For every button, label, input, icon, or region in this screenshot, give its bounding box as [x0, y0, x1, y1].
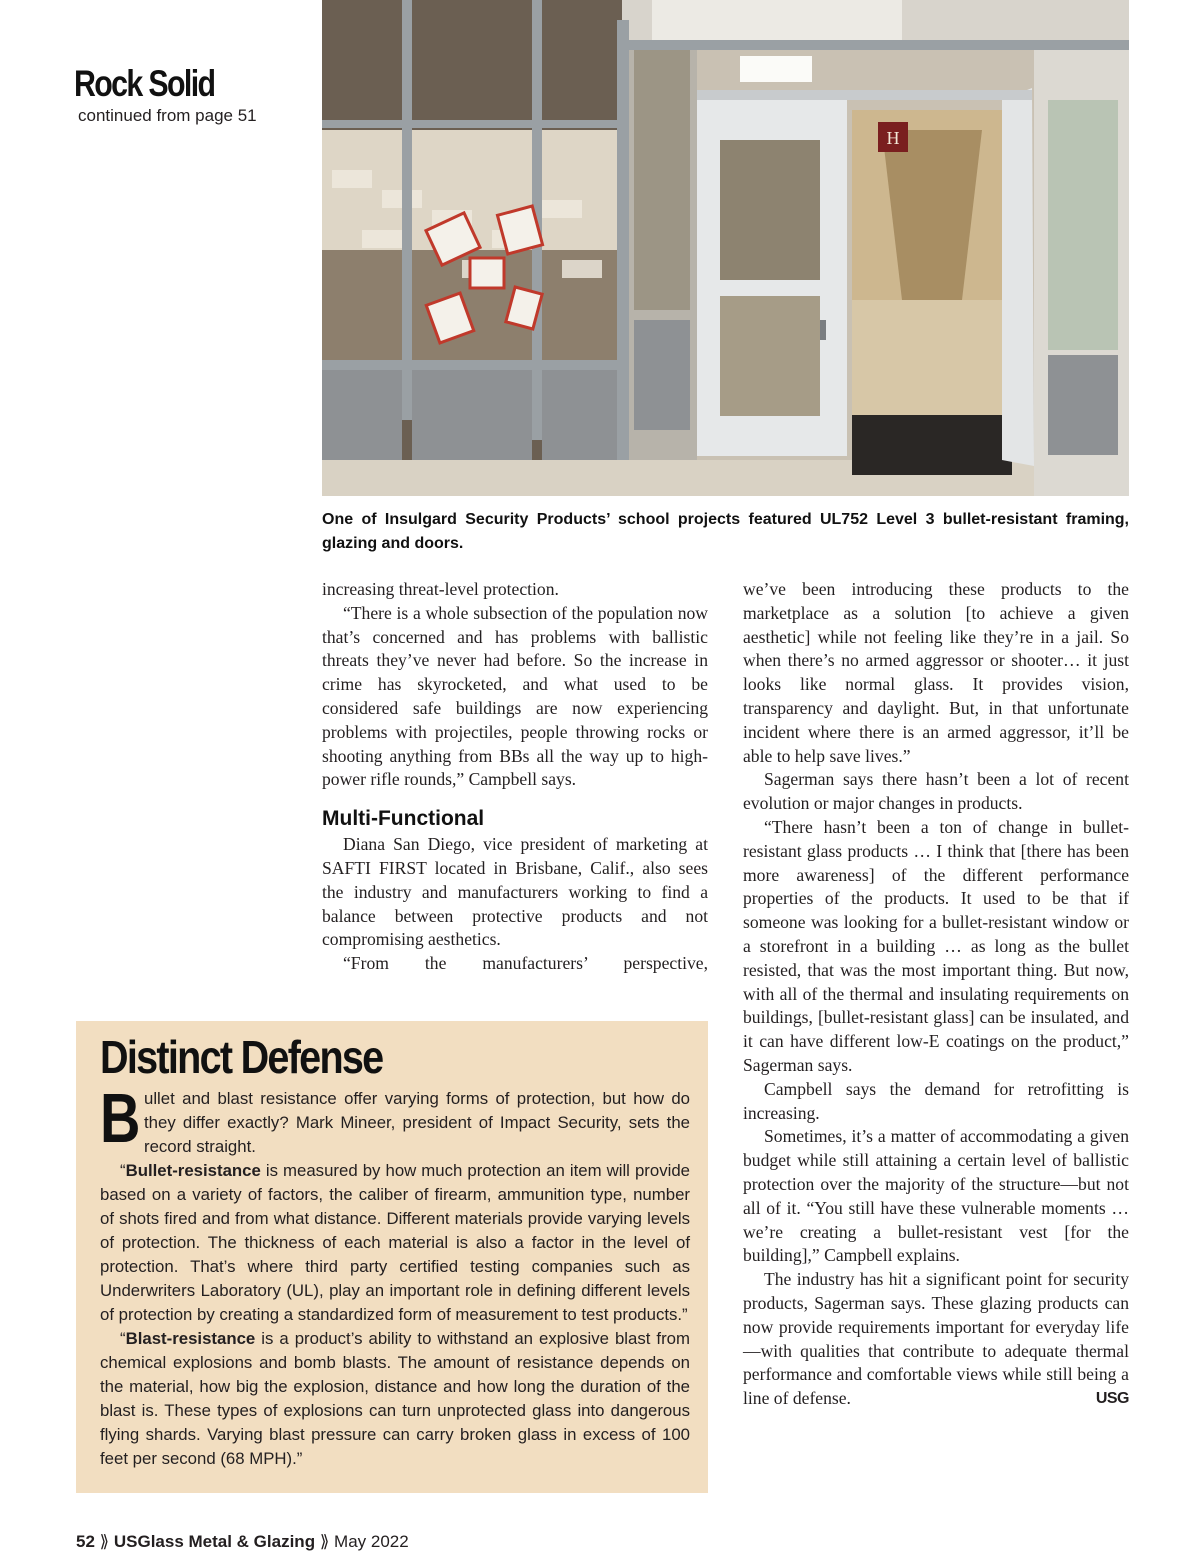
term-blast-resistance: Blast-resistance	[125, 1329, 256, 1348]
section-title: Rock Solid	[74, 63, 215, 104]
paragraph	[743, 1268, 1129, 1411]
article-photo	[322, 0, 1129, 496]
paragraph-text: is measured by how much protection an item will provide based on a variety of factors, the caliber of firearm, ammunition type, number of shots fired and from what distance. Different materials provide varying levels of protection. The thickness of each material is also a factor in the level of protection. That’s where third party certified testing companies such as Underwriters Laboratory (UL), play an important role in defining different levels of protection by creating a standardized form of measurement to test products.”	[100, 1161, 690, 1324]
banner-letter: H	[886, 128, 900, 148]
issue-date: May 2022	[334, 1532, 409, 1551]
paragraph: “From the manufacturers’ perspective,	[343, 953, 708, 974]
subheading: Multi-Functional	[322, 807, 485, 831]
paragraph: “There hasn’t been a ton of change in bullet-resistant glass products … I think that [there has been more awareness] of the different performance properties of the products. It used to be that if someone was looking for a bullet-resistant window or a storefront in a building … as long as the bullet resisted, that was the most important thing. But now, with all of the thermal and insulating requirements on buildings, [bullet-resistant glass] can be insulated, and it can have different low-E coatings on the product,” Sagerman says.	[743, 816, 1129, 1075]
paragraph: Sagerman says there hasn’t been a lot of recent evolution or major changes in products.	[743, 769, 1129, 814]
continued-note: continued from page 51	[78, 106, 257, 125]
section-header	[74, 64, 314, 126]
sidebar-paragraph	[100, 1159, 690, 1327]
end-mark: USG	[1095, 1390, 1129, 1408]
open-quote: “	[120, 1161, 126, 1180]
sidebar-title: Distinct Defense	[100, 1031, 383, 1083]
paragraph: we’ve been introducing these products to the marketplace as a solution [to achieve a given aesthetic] while not feeling like they’re in a jail. So when there’s no armed aggressor or shooter… it just looks like normal glass. It provides vision, transparency and daylight. But, in that unfortunate incident where there is an armed aggressor, it’ll be able to help save lives.”	[743, 579, 1129, 766]
paragraph: Diana San Diego, vice president of marketing at SAFTI FIRST located in Brisbane, Calif., also sees the industry and manufacturers working to find a balance between protective products and not compromising aesthetics.	[322, 834, 708, 950]
publication-name: USGlass Metal & Glazing	[113, 1532, 316, 1551]
open-quote: “	[120, 1329, 126, 1348]
sidebar-intro	[100, 1079, 690, 1159]
paragraph: Campbell says the demand for retrofitting is increasing.	[743, 1078, 1129, 1123]
school-entrance-photo	[322, 0, 1129, 496]
separator-icon: ⟫	[319, 1532, 330, 1551]
sidebar-body	[100, 1079, 690, 1471]
paragraph-text: The industry has hit a significant point for security products, Sagerman says. These glazing products can now provide requirements important for everyday life—with qualities that contribute to adequate thermal performance and comfortable views while still being a line of defense.	[743, 1269, 1129, 1409]
article-column-1	[322, 578, 708, 976]
term-bullet-resistance: Bullet-resistance	[125, 1161, 261, 1180]
paragraph: Sometimes, it’s a matter of accommodating a given budget while still attaining a certain level of ballistic protection over the majority of the structure—but not all of it. “You still have these vulnerable moments … we’re creating a bullet-resistant vest [for the building],” Campbell explains.	[743, 1126, 1129, 1266]
intro-text: ullet and blast resistance offer varying forms of protection, but how do they differ exactly? Mark Mineer, president of Impact Security, sets the record straight.	[144, 1089, 690, 1156]
sidebar-paragraph	[100, 1327, 690, 1471]
sidebar-box	[76, 1021, 708, 1493]
page-footer	[76, 1532, 409, 1552]
paragraph: “There is a whole subsection of the population now that’s concerned and has problems with ballistic threats they’ve never had before. So the increase in crime has skyrocketed, and what used to be considered safe buildings are now experiencing problems with projectiles, people throwing rocks or shooting anything from BBs all the way up to high-power rifle rounds,” Campbell says.	[322, 602, 708, 790]
paragraph-text: is a product’s ability to withstand an explosive blast from chemical explosions and bomb blasts. The amount of resistance depends on the material, how big the explosion, distance and how long the duration of the blast is. These types of explosions can turn unprotected glass into dangerous flying shards. Varying blast pressure can carry broken glass in excess of 100 feet per second (68 MPH).”	[100, 1329, 690, 1468]
article-column-2	[743, 578, 1129, 1411]
separator-icon: ⟫	[99, 1532, 110, 1551]
page-number: 52	[76, 1532, 95, 1551]
photo-caption: One of Insulgard Security Products’ school projects featured UL752 Level 3 bullet-resistant framing, glazing and doors.	[322, 511, 1129, 552]
drop-cap: B	[100, 1079, 141, 1157]
paragraph: increasing threat-level protection.	[322, 579, 559, 599]
